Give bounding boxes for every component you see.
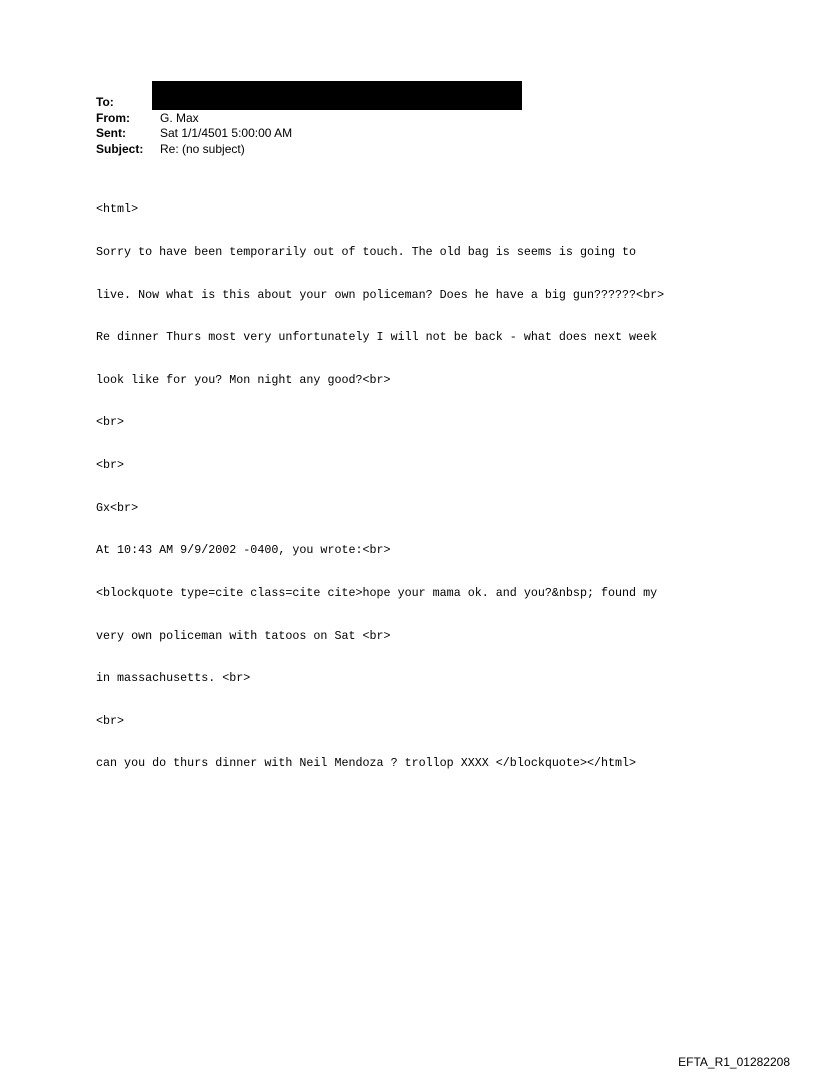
email-header	[96, 95, 292, 157]
body-line: <blockquote type=cite class=cite cite>hope your mama ok. and you?&nbsp; found my	[96, 585, 658, 600]
body-line: in massachusetts. <br>	[96, 671, 251, 686]
to-row	[96, 95, 292, 111]
subject-row	[96, 142, 292, 158]
from-value: G. Max	[160, 110, 199, 125]
from-label: From:	[96, 110, 130, 125]
body-line: Gx<br>	[96, 500, 139, 515]
body-line: Sorry to have been temporarily out of touch. The old bag is seems is going to	[96, 245, 637, 260]
body-line: <br>	[96, 415, 125, 430]
body-line: <br>	[96, 713, 125, 728]
body-line: At 10:43 AM 9/9/2002 -0400, you wrote:<br>	[96, 543, 391, 558]
subject-value: Re: (no subject)	[160, 141, 245, 156]
to-label: To:	[96, 95, 114, 109]
body-line: <html>	[96, 202, 139, 217]
sent-label: Sent:	[96, 126, 126, 140]
body-line: <br>	[96, 458, 125, 473]
document-id: EFTA_R1_01282208	[678, 1055, 790, 1069]
body-line: Re dinner Thurs most very unfortunately I will not be back - what does next week	[96, 330, 658, 345]
subject-label: Subject:	[96, 141, 144, 156]
sent-value: Sat 1/1/4501 5:00:00 AM	[160, 126, 293, 140]
body-line: live. Now what is this about your own policeman? Does he have a big gun??????<br>	[96, 287, 665, 302]
email-body	[96, 174, 664, 799]
body-line: very own policeman with tatoos on Sat <br>	[96, 628, 391, 643]
body-line: look like for you? Mon night any good?<br>	[96, 372, 391, 387]
body-line: can you do thurs dinner with Neil Mendoza ? trollop XXXX </blockquote></html>	[96, 756, 637, 771]
sent-row	[96, 126, 292, 142]
from-row	[96, 111, 292, 127]
